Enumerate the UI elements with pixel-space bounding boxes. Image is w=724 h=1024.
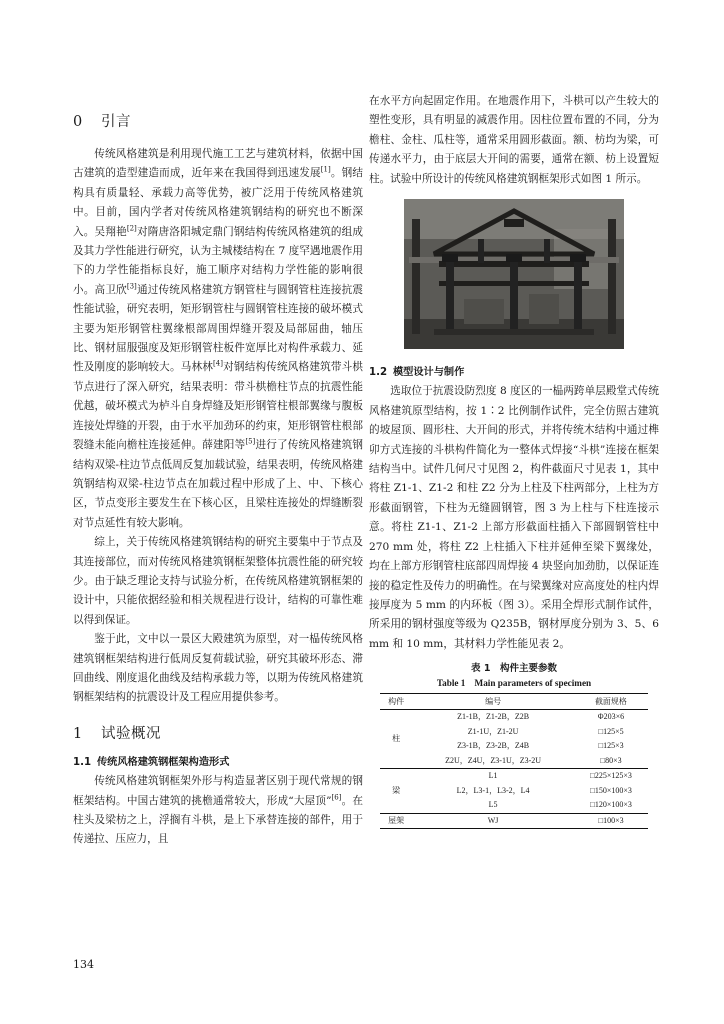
- table-row: [380, 784, 648, 799]
- text-run: 。在柱头及梁枋之上，浮搁有斗栱，是上下承替连接的部件，用于传递拉、压应力，且: [73, 794, 363, 846]
- text-run: 传统风格建筑钢框架外形与构造显著区别于现代常规的钢框架结构。中国古建筑的挑檐通常较大，形成“大屋顶”: [73, 775, 363, 807]
- table-header-section: 截面规格: [574, 694, 648, 710]
- section-cell: □80×3: [600, 755, 622, 765]
- right-column: [369, 92, 659, 829]
- text-run: 在水平方向起固定作用。在地震作用下，斗栱可以产生较大的塑性变形，具有明显的减震作用。因柱位置布置的不同，分为檐柱、金柱、瓜柱等，通常采用圆形截面。额、枋均为梁，可传递水平力，由于底层大开间的需要，通常在额、枋上设置短柱。试验中所设计的传统风格建筑钢框架形式如图 1 所示。: [369, 95, 659, 185]
- text-run: 对隋唐洛阳城定鼎门钢结构传统风格建筑的组成及其力学性能进行研究，认为主城楼结构在 7 度罕遇地震作用下的力学性能指标良好，施工顺序对结构力学性能的影响很小。高卫欣: [73, 225, 364, 296]
- table-row: [380, 725, 648, 740]
- intro-paragraph-3: [73, 630, 363, 708]
- citation-ref: [3]: [126, 282, 137, 291]
- table-row: [380, 710, 648, 725]
- text-run: 综上，关于传统风格建筑钢结构的研究主要集中于节点及其连接部位，而对传统风格建筑钢框架整体抗震性能的研究较少。由于缺乏理论支持与试验分析，在传统风格建筑钢框架的设计中，只能依据经验和相关规程进行设计，结构的可靠性难以得到保证。: [73, 536, 363, 626]
- section-cell: □125×3: [598, 741, 624, 751]
- text-run: 对钢结构传统风格建筑带斗栱节点进行了深入研究，结果表明：带斗栱檐柱节点的抗震性能优越，破坏模式为栌斗自身焊缝及矩形钢管柱根部翼缘与腹板连接处焊缝的开裂，由于水平加劲环的约束，矩形钢管柱根部裂缝未能向檐柱连接延伸。薛建阳等: [73, 361, 364, 452]
- id-cell: WJ: [412, 813, 574, 829]
- subsection-1-2-paragraph: [369, 382, 659, 654]
- text-run: 选取位于抗震设防烈度 8 度区的一榀两跨单层殿堂式传统风格建筑原型结构，按 1∶2 比例制作试件，完全仿照古建筑的坡屋顶、圆形柱、大开间的形式，并将传统木结构中通过榫卯方式连接的斗栱构件简化为一整体式焊接“斗栱”连接在框架结构当中。试件几何尺寸见图 2，构件截面尺寸见表 1，其中将柱 Z1-1、Z1-2 和柱 Z2 分为上柱及下柱两部分，上柱为方形截面钢管，下柱为无缝圆钢管，图 3 为上柱与下柱连接示意。将柱 Z1-1、Z1-2 上部方形截面柱插入下部圆钢管柱中 270 mm 处，将柱 Z2 上柱插入下柱并延伸至梁下翼缘处，均在上部方形钢管柱底部四周焊接 4 块竖向加劲肋，以保证连接的稳定性及传力的明确性。在与梁翼缘对应高度处的柱内焊接厚度为 5 mm 的内环板（图 3）。采用全焊形式制作试件，所采用的钢材强度等级为 Q235B，钢材厚度分别为 3、5、6 mm 和 10 mm，其材料力学性能见表 2。: [369, 385, 659, 650]
- section-cell: □225×125×3: [574, 769, 648, 784]
- steel-frame-photo: [404, 199, 624, 349]
- table-row: [380, 754, 648, 769]
- subsection-1-1-paragraph-cont: [369, 92, 659, 189]
- table-row: [380, 798, 648, 813]
- id-cell: Z2U，Z4U，Z3-1U，Z3-2U: [445, 755, 542, 765]
- text-run: 传统风格建筑是利用现代施工工艺与建筑材料，依据中国古建筑的造型建造而成，近年来在我国得到迅速发展: [73, 148, 363, 180]
- text-run: 。钢结构具有质量轻、承载力高等优势，被广泛用于传统风格建筑中。目前，国内学者对传统风格建筑钢结构的研究也不断深入。吴翔艳: [73, 167, 364, 238]
- section-cell: □125×5: [598, 726, 624, 736]
- section-cell: Φ203×6: [597, 712, 625, 722]
- text-run: 鉴于此，文中以一景区大殿建筑为原型，对一榀传统风格建筑钢框架结构进行低周反复荷载试验，研究其破坏形态、滞回曲线、刚度退化曲线及结构承载力等，以期为传统风格建筑钢框架结构的抗震设计及工程应用提供参考。: [73, 633, 363, 704]
- citation-ref: [2]: [126, 224, 137, 233]
- text-run: 通过传统风格建筑方钢管柱与圆钢管柱连接抗震性能试验，研究表明，矩形钢管柱与圆钢管柱连接的破坏模式主要为矩形钢管柱翼缘根部周围焊缝开裂及局部屈曲，轴压比、钢材屈服强度及矩形钢管柱板件宽厚比对构件承载力、延性及刚度的影响较大。马林林: [73, 283, 364, 374]
- section-1-heading: 1 试验概况: [73, 725, 161, 742]
- table-1-caption-cn: 表 1 构件主要参数: [471, 663, 557, 675]
- section-0-heading: 0 引言: [73, 114, 131, 130]
- table-1-body: [380, 710, 648, 829]
- table-1: [380, 693, 648, 829]
- id-cell: Z1-1B，Z1-2B，Z2B: [457, 712, 530, 722]
- intro-paragraph-1: [73, 145, 363, 533]
- table-header-member: 构件: [380, 694, 412, 710]
- id-cell: Z1-1U，Z1-2U: [467, 726, 519, 736]
- id-cell: L1: [412, 769, 574, 784]
- id-cell: L2，L3-1，L3-2，L4: [456, 785, 530, 795]
- subsection-1-2-heading: 1.2 模型设计与制作: [369, 367, 465, 379]
- table-header-id: 编号: [412, 694, 574, 710]
- citation-ref: [1]: [320, 165, 331, 174]
- section-cell: □150×100×3: [590, 785, 632, 795]
- section-cell: □100×3: [574, 813, 648, 829]
- text-run: 进行了传统风格建筑钢结构双梁-柱边节点低周反复加载试验，结果表明，传统风格建筑钢结构双梁-柱边节点在加载过程中形成了上、中、下核心区，节点变形主要发生在下核心区，且梁柱连接处的焊缝断裂对节点延性有较大影响。: [73, 439, 364, 529]
- section-cell: □120×100×3: [590, 800, 632, 810]
- table-row: [380, 739, 648, 754]
- id-cell: Z3-1B，Z3-2B，Z4B: [457, 741, 530, 751]
- member-cell: 梁: [380, 769, 412, 814]
- steel-frame-illustration: [404, 199, 624, 349]
- table-1-caption-en: Table 1 Main parameters of specimen: [436, 678, 592, 689]
- citation-ref: [4]: [213, 359, 223, 368]
- member-cell: 柱: [392, 733, 401, 743]
- citation-ref: [5]: [245, 437, 256, 446]
- page-number: 134: [73, 958, 94, 971]
- table-row: [380, 769, 648, 784]
- id-cell: L5: [488, 800, 498, 810]
- subsection-1-1-heading: 1.1 传统风格建筑钢框架构造形式: [73, 756, 230, 768]
- subsection-1-1-paragraph-start: [73, 772, 363, 850]
- intro-paragraph-2: [73, 533, 363, 630]
- citation-ref: [6]: [331, 793, 342, 802]
- left-column: [73, 92, 363, 850]
- member-cell: 屋架: [380, 813, 412, 829]
- table-row: [380, 813, 648, 829]
